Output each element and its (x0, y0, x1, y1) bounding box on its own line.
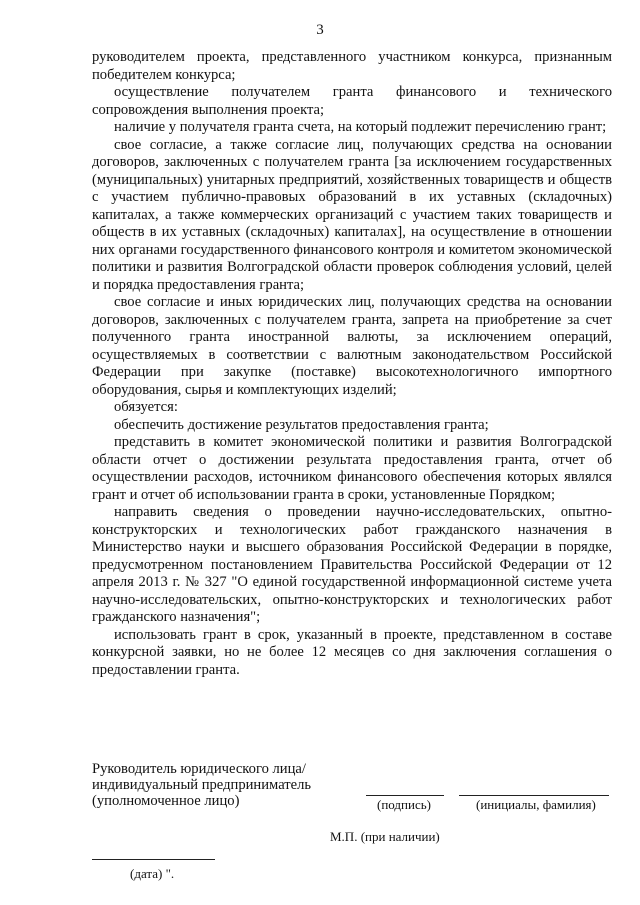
signatory-title-line1: Руководитель юридического лица/ (92, 761, 306, 777)
paragraph-use-grant: использовать грант в срок, указанный в проекте, представленном в составе конкурсной заявки, но не более 12 месяцев со дня заключения соглашения о предоставлении гранта. (92, 626, 612, 678)
paragraph-obligations-heading: обязуется: (114, 399, 178, 415)
signature-line (366, 795, 444, 796)
signatory-title-line2: индивидуальный предприниматель (92, 777, 312, 793)
signatory-title-line3: (уполномоченное лицо) (92, 793, 240, 809)
name-line (459, 795, 609, 796)
page-number: 3 (316, 22, 324, 38)
document-body (92, 49, 612, 679)
date-line (92, 859, 215, 860)
signatory-title (92, 761, 311, 809)
stamp-note: М.П. (при наличии) (330, 829, 440, 844)
name-caption: (инициалы, фамилия) (476, 797, 596, 812)
paragraph-consent-currency: свое согласие и иных юридических лиц, получающих средства на основании договоров, заключенных с получателем гранта, запрета на приобретение за счет полученного гранта иностранной валюты, за исключением операций, осуществляемых в соответствии с валютным законодательством Российской Федерации при закупке (поставке) высокотехнологичного импортного оборудования, сырья и комплектующих изделий; (92, 294, 612, 398)
date-caption: (дата) ". (130, 866, 175, 881)
paragraph-ensure-results: обеспечить достижение результатов предоставления гранта; (114, 416, 489, 433)
paragraph-account: наличие у получателя гранта счета, на который подлежит перечислению грант; (114, 119, 607, 135)
paragraph-consent-control: свое согласие, а также согласие лиц, получающих средства на основании договоров, заключенных с получателем гранта [за исключением государственных (муниципальных) унитарных предприятий, хозяйственных товариществ и обществ с участием публично-правовых образований в их уставных (складочных) капиталах, а также коммерческих организаций с участием таких товариществ и обществ в их уставных (складочных) капиталах], на осуществление в отношении них органами государственного финансового контроля и комитетом экономической политики и развития Волгоградской области проверок соблюдения условий, целей и порядка предоставления гранта; (92, 136, 612, 293)
paragraph-technical-support: осуществление получателем гранта финансового и технического сопровождения выполнения проекта; (92, 84, 612, 118)
paragraph-continuation: руководителем проекта, представленного участником конкурса, признанным победителем конкурса; (92, 49, 612, 83)
paragraph-submit-report: представить в комитет экономической политики и развития Волгоградской области отчет о достижении результата предоставления гранта, отчет об осуществлении расходов, источником финансового обеспечения которых являлся грант и отчет об использовании гранта в сроки, установленные Порядком; (92, 434, 612, 503)
paragraph-send-information: направить сведения о проведении научно-исследовательских, опытно-конструкторских и технологических работ гражданского назначения в Министерство науки и высшего образования Российской Федерации в порядке, предусмотренном постановлением Правительства Российской Федерации от 12 апреля 2013 г. № 327 "О единой государственной информационной системе учета научно-исследовательских, опытно-конструкторских и технологических работ гражданского назначения"; (92, 504, 612, 625)
signature-caption: (подпись) (377, 797, 431, 812)
